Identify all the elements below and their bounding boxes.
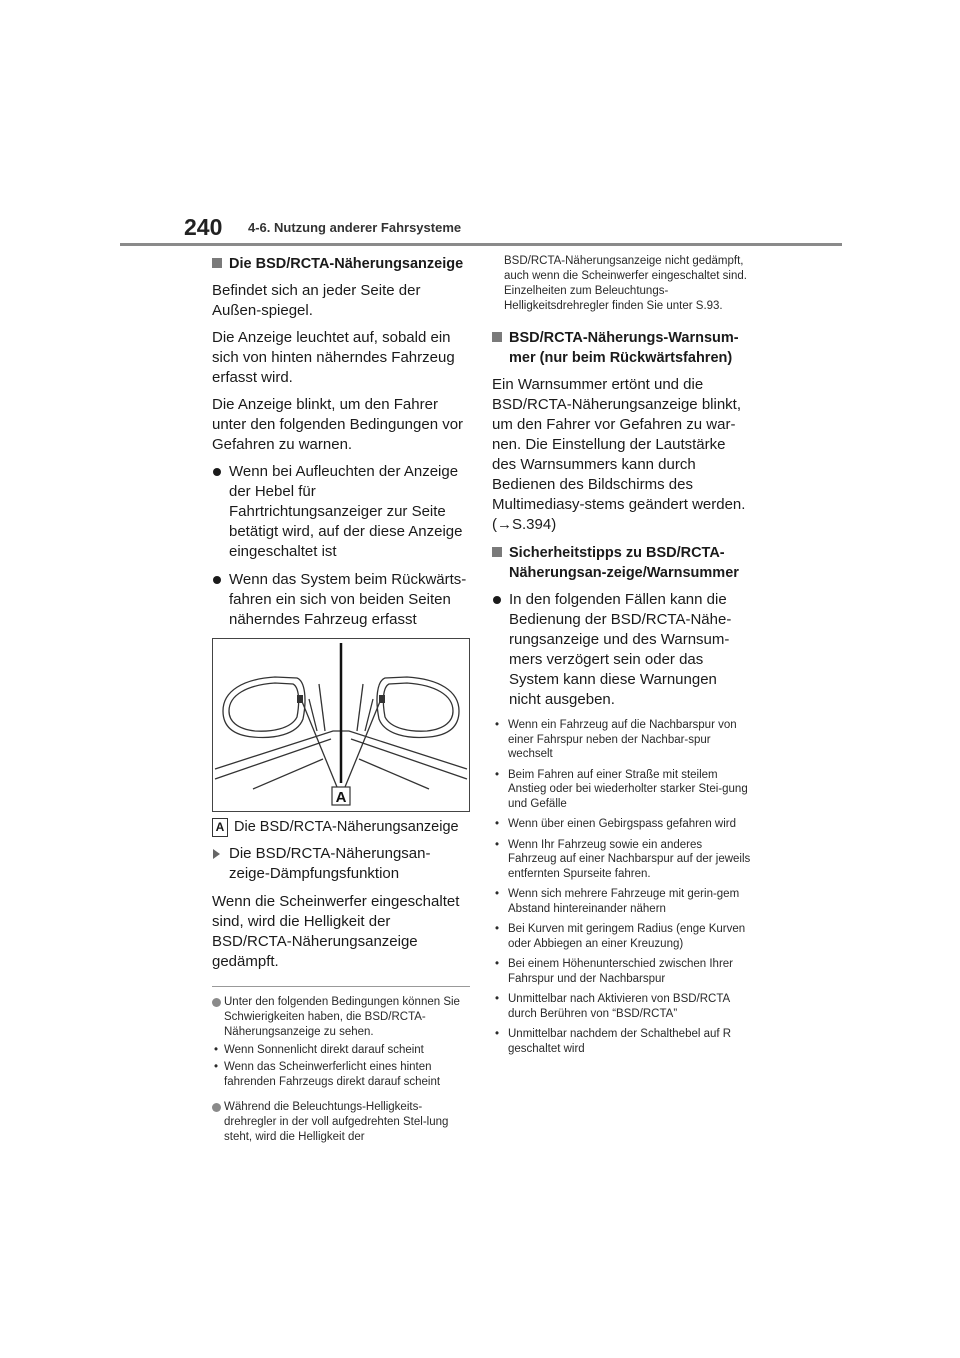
sub-item: • Wenn über einen Gebirgspass gefahren wird bbox=[495, 818, 737, 830]
figure-caption: A Die BSD/RCTA-Näherungsanzeige bbox=[212, 818, 470, 836]
sub-item: • Wenn sich mehrere Fahrzeuge mit gerin-gem Abstand hintereinander nähern bbox=[495, 888, 740, 915]
info-dot-icon bbox=[212, 1103, 221, 1112]
heading-safety-tips: Sicherheitstipps zu BSD/RCTA-Näherungsan-zeige/Warnsummer bbox=[492, 543, 752, 583]
paragraph: Ein Warnsummer ertönt und die BSD/RCTA-Näherungsanzeige blinkt, um den Fahrer vor Gefahren zu war-nen. Die Einstellung der Lautstärke des Warnsummers kann durch Bedienen des Bildschirms des Multimediasy-stems geändert werden. (→S.394) bbox=[492, 376, 746, 533]
divider bbox=[212, 986, 470, 987]
note-item: • Wenn Sonnenlicht direkt darauf scheint bbox=[214, 1044, 424, 1056]
paragraph: Wenn die Scheinwerfer eingeschaltet sind, wird die Helligkeit der BSD/RCTA-Näherungsanzeige gedämpft. bbox=[212, 893, 460, 970]
arrow-item: Die BSD/RCTA-Näherungsan-zeige-Dämpfungsfunktion bbox=[212, 844, 470, 884]
info-dot-icon bbox=[212, 998, 221, 1007]
heading-warning-buzzer: BSD/RCTA-Näherungs-Warnsum-mer (nur beim Rückwärtsfahren) bbox=[492, 328, 752, 368]
right-column bbox=[492, 254, 752, 1062]
square-icon bbox=[492, 547, 502, 557]
square-icon bbox=[212, 258, 222, 268]
figure-label: A bbox=[335, 789, 347, 806]
sub-item: • Bei einem Höhenunterschied zwischen Ihrer Fahrspur und der Nachbarspur bbox=[495, 958, 734, 985]
bullet-icon bbox=[213, 468, 221, 476]
bullet-icon bbox=[493, 596, 501, 604]
sub-item: • Wenn Ihr Fahrzeug sowie ein anderes Fahrzeug auf einer Nachbarspur auf der jeweils entfernten Spurseite fahren. bbox=[495, 838, 751, 880]
left-column bbox=[212, 254, 470, 1148]
square-icon bbox=[492, 332, 502, 342]
paragraph: Befindet sich an jeder Seite der Außen-spiegel. bbox=[212, 282, 421, 319]
header-rule bbox=[120, 243, 842, 246]
heading-indicator: Die BSD/RCTA-Näherungsanzeige bbox=[212, 254, 470, 274]
sub-item: • Wenn ein Fahrzeug auf die Nachbarspur von einer Fahrspur neben der Nachbar-spur wechselt bbox=[495, 719, 737, 760]
note-item: • Wenn das Scheinwerferlicht eines hinten fahrenden Fahrzeugs direkt darauf scheint bbox=[214, 1061, 441, 1088]
bullet-item: Wenn bei Aufleuchten der Anzeige der Hebel für Fahrtrichtungsanzeiger zur Seite betätigt wird, auf der diese Anzeige eingeschaltet ist bbox=[212, 462, 470, 562]
mirror-illustration bbox=[212, 638, 470, 812]
sub-item: • Unmittelbar nachdem der Schalthebel auf R geschaltet wird bbox=[495, 1028, 732, 1055]
info-note: Während die Beleuchtungs-Helligkeits-drehregler in der voll aufgedrehten Stel-lung steht, wird die Helligkeit der bbox=[212, 1100, 470, 1145]
sub-item: • Bei Kurven mit geringem Radius (enge Kurven oder Abbiegen an einer Kreuzung) bbox=[495, 923, 746, 950]
bullet-icon bbox=[213, 576, 221, 584]
triangle-right-icon bbox=[213, 849, 220, 859]
section-title: 4-6. Nutzung anderer Fahrsysteme bbox=[248, 220, 462, 235]
info-note: Unter den folgenden Bedingungen können Sie Schwierigkeiten haben, die BSD/RCTA-Näherungsanzeige zu sehen. bbox=[212, 995, 470, 1040]
bullet-item: Wenn das System beim Rückwärts-fahren ein sich von beiden Seiten näherndes Fahrzeug erfasst bbox=[212, 570, 470, 630]
paragraph: Die Anzeige leuchtet auf, sobald ein sich von hinten näherndes Fahrzeug erfasst wird. bbox=[212, 329, 455, 386]
caption-label: A bbox=[212, 818, 228, 837]
paragraph: Die Anzeige blinkt, um den Fahrer unter den folgenden Bedingungen vor Gefahren zu warnen. bbox=[212, 396, 464, 453]
bullet-item: In den folgenden Fällen kann die Bedienung der BSD/RCTA-Nähe-rungsanzeige und des Warnsum-mers verzögert sein oder das System kann diese Warnungen nicht ausgeben. bbox=[492, 590, 752, 710]
page-number: 240 bbox=[184, 214, 223, 240]
sub-item: • Beim Fahren auf einer Straße mit steilem Anstieg oder bei wiederholter starker Stei-gung und Gefälle bbox=[495, 768, 748, 810]
note-continuation: BSD/RCTA-Näherungsanzeige nicht gedämpft, auch wenn die Scheinwerfer eingeschaltet sind. Einzelheiten zum Beleuchtungs-Helligkeitsdrehregler finden Sie unter S.93. bbox=[504, 255, 747, 312]
sub-item: • Unmittelbar nach Aktivieren von BSD/RCTA durch Berühren von “BSD/RCTA” bbox=[495, 993, 730, 1020]
